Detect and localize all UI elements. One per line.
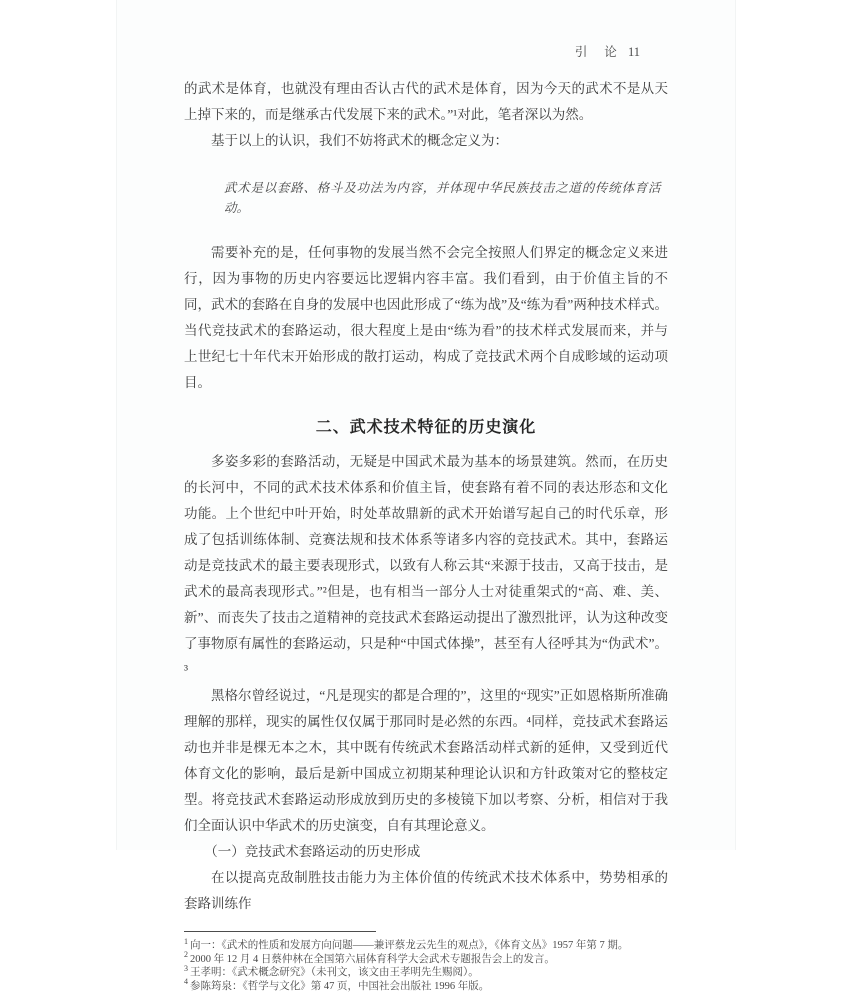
footnotes-section — [184, 931, 668, 993]
paragraph-history-1: 多姿多彩的套路活动，无疑是中国武术最为基本的场景建筑。然而，在历史的长河中，不同的武术技术体系和价值主旨，使套路有着不同的表达形态和文化功能。上个世纪中叶开始，时处革故鼎新的武术开始谱写起自己的时代乐章，形成了包括训练体制、竞赛法规和技术体系等诸多内容的竞技武术。其中，套路运动是竞技武术的最主要表现形式，以致有人称云其“来源于技击，又高于技击，是武术的最高表现形式。”²但是，也有相当一部分人士对徒重架式的“高、难、美、新”、而丧失了技击之道精神的竞技武术套路运动提出了激烈批评，认为这种改变了事物原有属性的套路运动，只是种“中国式体操”，甚至有人径呼其为“伪武术”。³ — [184, 449, 668, 683]
running-title: 引 论 — [575, 42, 624, 60]
paragraph-supplement: 需要补充的是，任何事物的发展当然不会完全按照人们界定的概念定义来进行，因为事物的历史内容要远比逻辑内容丰富。我们看到，由于价值主旨的不同，武术的套路在自身的发展中也因此形成了“练为战”及“练为看”两种技术样式。当代竞技武术的套路运动，很大程度上是由“练为看”的技术样式发展而来，并与上世纪七十年代末开始形成的散打运动，构成了竞技武术两个自成畛域的运动项目。 — [184, 240, 668, 396]
book-page — [116, 0, 736, 850]
footnote-marker: 2 — [184, 950, 188, 959]
footnote-marker: 4 — [184, 977, 188, 986]
footnote-text: 向一：《武术的性质和发展方向问题——兼评蔡龙云先生的观点》，《体育文丛》1957 年第 7 期。 — [190, 940, 628, 951]
footnote-item — [184, 980, 668, 993]
footnote-separator — [184, 931, 376, 932]
page-number: 11 — [628, 45, 640, 60]
paragraph-last: 在以提高克敌制胜技击能力为主体价值的传统武术技术体系中，势势相承的套路训练作 — [184, 865, 668, 917]
footnote-item — [184, 953, 668, 967]
section-heading: 二、武术技术特征的历史演化 — [184, 414, 668, 437]
subsection-heading: （一）竞技武术套路运动的历史形成 — [184, 839, 668, 865]
footnote-text: 王孝明：《武术概念研究》（未刊文，该文由王孝明先生赐阅）。 — [190, 967, 479, 978]
paragraph-lead-in: 基于以上的认识，我们不妨将武术的概念定义为： — [184, 128, 668, 154]
paragraph-history-2: 黑格尔曾经说过，“凡是现实的都是合理的”，这里的“现实”正如恩格斯所准确理解的那样，现实的属性仅仅属于那同时是必然的东西。⁴同样，竞技武术套路运动也并非是棵无本之木，其中既有传统武术套路活动样式新的延伸，又受到近代体育文化的影响，最后是新中国成立初期某种理论认识和方针政策对它的整枝定型。将竞技武术套路运动形成放到历史的多棱镜下加以考察、分析，相信对于我们全面认识中华武术的历史演变，自有其理论意义。 — [184, 683, 668, 839]
footnote-item — [184, 966, 668, 980]
paragraph-continuation: 的武术是体育，也就没有理由否认古代的武术是体育，因为今天的武术不是从天上掉下来的，而是继承古代发展下来的武术。”¹对此，笔者深以为然。 — [184, 76, 668, 128]
body-text — [184, 76, 668, 917]
footnote-marker: 1 — [184, 937, 188, 946]
footnote-text: 参陈筠泉：《哲学与文化》第 47 页，中国社会出版社 1996 年版。 — [190, 981, 489, 992]
definition-quote: 武术是以套路、格斗及功法为内容，并体现中华民族技击之道的传统体育活动。 — [184, 178, 668, 218]
page-header — [184, 42, 668, 60]
footnote-marker: 3 — [184, 964, 188, 973]
footnote-item — [184, 939, 668, 953]
footnote-text: 2000 年 12 月 4 日蔡仲林在全国第六届体育科学大会武术专题报告会上的发言。 — [190, 954, 555, 965]
